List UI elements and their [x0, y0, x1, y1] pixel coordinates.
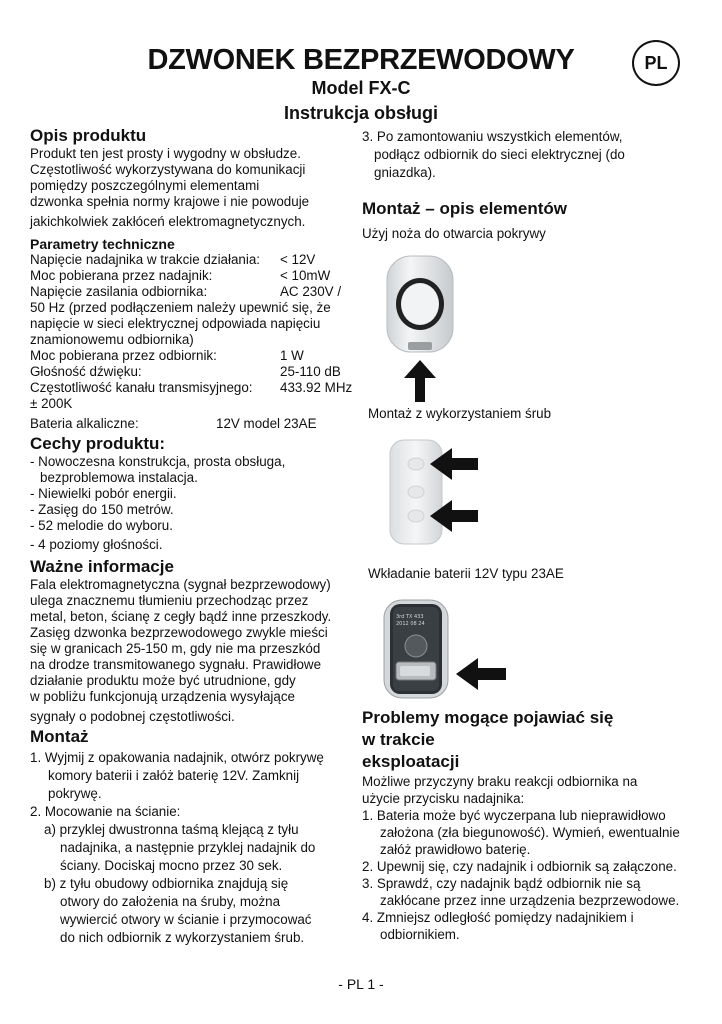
param-note: znamionowemu odbiornika) [30, 332, 194, 347]
montaz-step: pokrywę. [48, 786, 102, 801]
wazne-heading: Ważne informacje [30, 557, 174, 576]
feature-item: bezproblemowa instalacja. [40, 470, 198, 485]
montaz-sub: do nich odbiornik z wykorzystaniem śrub. [60, 930, 305, 945]
section-montaz [30, 727, 360, 947]
section-opis [30, 126, 356, 230]
problem-item: 1. Bateria może być wyczerpana lub nieprawidłowo [362, 808, 666, 823]
param-tolerance: ± 200K [30, 396, 73, 411]
montaz-step-3 [362, 128, 702, 182]
montaz-sub: wywiercić otwory w ścianie i przymocować [60, 912, 312, 927]
model-subtitle: Model FX-C [311, 78, 411, 98]
wazne-line: w pobliżu funkcjonują urządzenia wysyłające [30, 689, 295, 704]
param-row: Moc pobierana przez nadajnik: < 10mW [30, 268, 331, 283]
problem-item: odbiornikiem. [380, 927, 460, 942]
montaz-sub: b) z tyłu obudowy odbiornika znajdują się [44, 876, 289, 891]
montaz-sub: a) przyklej dwustronna taśmą klejącą z tyłu [44, 822, 299, 837]
problemy-intro: Możliwe przyczyny braku reakcji odbiornika na [362, 774, 638, 789]
wazne-line: Zasięg dzwonka bezprzewodowego zwykle mieści [30, 625, 328, 640]
wazne-line: Fala elektromagnetyczna (sygnał bezprzewodowy) [30, 577, 331, 592]
elementy-heading: Montaż – opis elementów [362, 199, 567, 218]
wazne-line: sygnały o podobnej częstotliwości. [30, 709, 235, 724]
wazne-line: działanie produktu może być utrudnione, gdy [30, 673, 296, 688]
problemy-heading: Problemy mogące pojawiać się [362, 708, 614, 727]
opis-line: pomiędzy poszczególnymi elementami [30, 178, 260, 193]
transmitter-image [380, 254, 460, 404]
page-number: - PL 1 - [338, 976, 384, 992]
param-note: 50 Hz (przed podłączeniem należy upewnić się, że [30, 300, 331, 315]
montaz-step: 3. Po zamontowaniu wszystkich elementów, [362, 129, 623, 144]
problem-item: zakłócane przez inne urządzenia bezprzewodowe. [380, 893, 680, 908]
document-title: DZWONEK BEZPRZEWODOWY [147, 44, 575, 76]
pcb-label: 2012 08 24 [396, 621, 425, 627]
caption-battery: Wkładanie baterii 12V typu 23AE [368, 566, 564, 581]
problem-item: 2. Upewnij się, czy nadajnik i odbiornik są załączone. [362, 859, 677, 874]
montaz-step: 1. Wyjmij z opakowania nadajnik, otwórz pokrywę [30, 750, 324, 765]
arrow-left-icon [456, 658, 506, 690]
problemy-intro: użycie przycisku nadajnika: [362, 791, 525, 806]
feature-item: - 4 poziomy głośności. [30, 537, 163, 552]
param-note: napięcie w sieci elektrycznej odpowiada napięciu [30, 316, 321, 331]
param-row: Głośność dźwięku: 25-110 dB [30, 364, 341, 379]
problem-item: 4. Zmniejsz odległość pomiędzy nadajnikiem i [362, 910, 634, 925]
section-problemy [362, 707, 702, 943]
problem-item: założona (zła biegunowość). Wymień, ewentualnie [380, 825, 680, 840]
problem-item: załóż prawidłowo baterię. [380, 842, 531, 857]
problemy-heading: w trakcie [362, 730, 435, 749]
montaz-step: komory baterii i załóż baterię 12V. Zamknij [48, 768, 300, 783]
pcb-label: 3rd TX 433 [396, 614, 424, 620]
arrow-up-icon [404, 360, 436, 402]
param-row: Napięcie zasilania odbiornika: AC 230V / [30, 284, 342, 299]
language-badge: PL [632, 40, 680, 86]
opis-line: dzwonka spełnia normy krajowe i nie powoduje [30, 194, 310, 209]
feature-item: - Niewielki pobór energii. [30, 486, 177, 501]
manual-subtitle: Instrukcja obsługi [283, 103, 439, 123]
section-params [30, 236, 356, 432]
feature-item: - Zasięg do 150 metrów. [30, 502, 174, 517]
montaz-step: gniazdka). [374, 165, 436, 180]
opis-line: Częstotliwość wykorzystywana do komunikacji [30, 162, 306, 177]
montaz-heading: Montaż [30, 727, 89, 746]
feature-item: - Nowoczesna konstrukcja, prosta obsługa, [30, 454, 286, 469]
section-wazne [30, 557, 356, 725]
wazne-line: ulega znacznemu tłumieniu przechodząc przez [30, 593, 309, 608]
cechy-heading: Cechy produktu: [30, 434, 166, 453]
section-cechy [30, 434, 356, 553]
montaz-step: podłącz odbiornik do sieci elektrycznej (do [374, 147, 625, 162]
param-row: Napięcie nadajnika w trakcie działania: < 12V [30, 252, 316, 267]
montaz-sub: otwory do założenia na śruby, można [60, 894, 281, 909]
montaz-step: 2. Mocowanie na ścianie: [30, 804, 181, 819]
feature-item: - 52 melodie do wyboru. [30, 518, 173, 533]
caption-open-cover: Użyj noża do otwarcia pokrywy [362, 226, 546, 241]
montaz-sub: ściany. Dociskaj mocno przez 30 sek. [60, 858, 283, 873]
opis-line: Produkt ten jest prosty i wygodny w obsłudze. [30, 146, 301, 161]
battery-insert-image [382, 596, 512, 700]
opis-heading: Opis produktu [30, 126, 147, 145]
wazne-line: metal, beton, ścianę z cegły bądź inne przeszkody. [30, 609, 332, 624]
receiver-back-image [382, 436, 482, 548]
problemy-heading: eksploatacji [362, 752, 460, 771]
caption-screws: Montaż z wykorzystaniem śrub [368, 406, 552, 421]
param-row: Częstotliwość kanału transmisyjnego: 433.92 MHz [30, 380, 353, 395]
param-battery: Bateria alkaliczne: 12V model 23AE [30, 416, 317, 431]
opis-line: jakichkolwiek zakłóceń elektromagnetycznych. [30, 214, 306, 229]
problem-item: 3. Sprawdź, czy nadajnik bądź odbiornik nie są [362, 876, 641, 891]
params-heading: Parametry techniczne [30, 236, 175, 252]
montaz-sub: nadajnika, a następnie przyklej nadajnik do [60, 840, 316, 855]
param-row: Moc pobierana przez odbiornik: 1 W [30, 348, 304, 363]
wazne-line: się w granicach 25-150 m, gdy nie ma przeszkód [30, 641, 321, 656]
wazne-line: na drodze transmitowanego sygnału. Prawidłowe [30, 657, 322, 672]
